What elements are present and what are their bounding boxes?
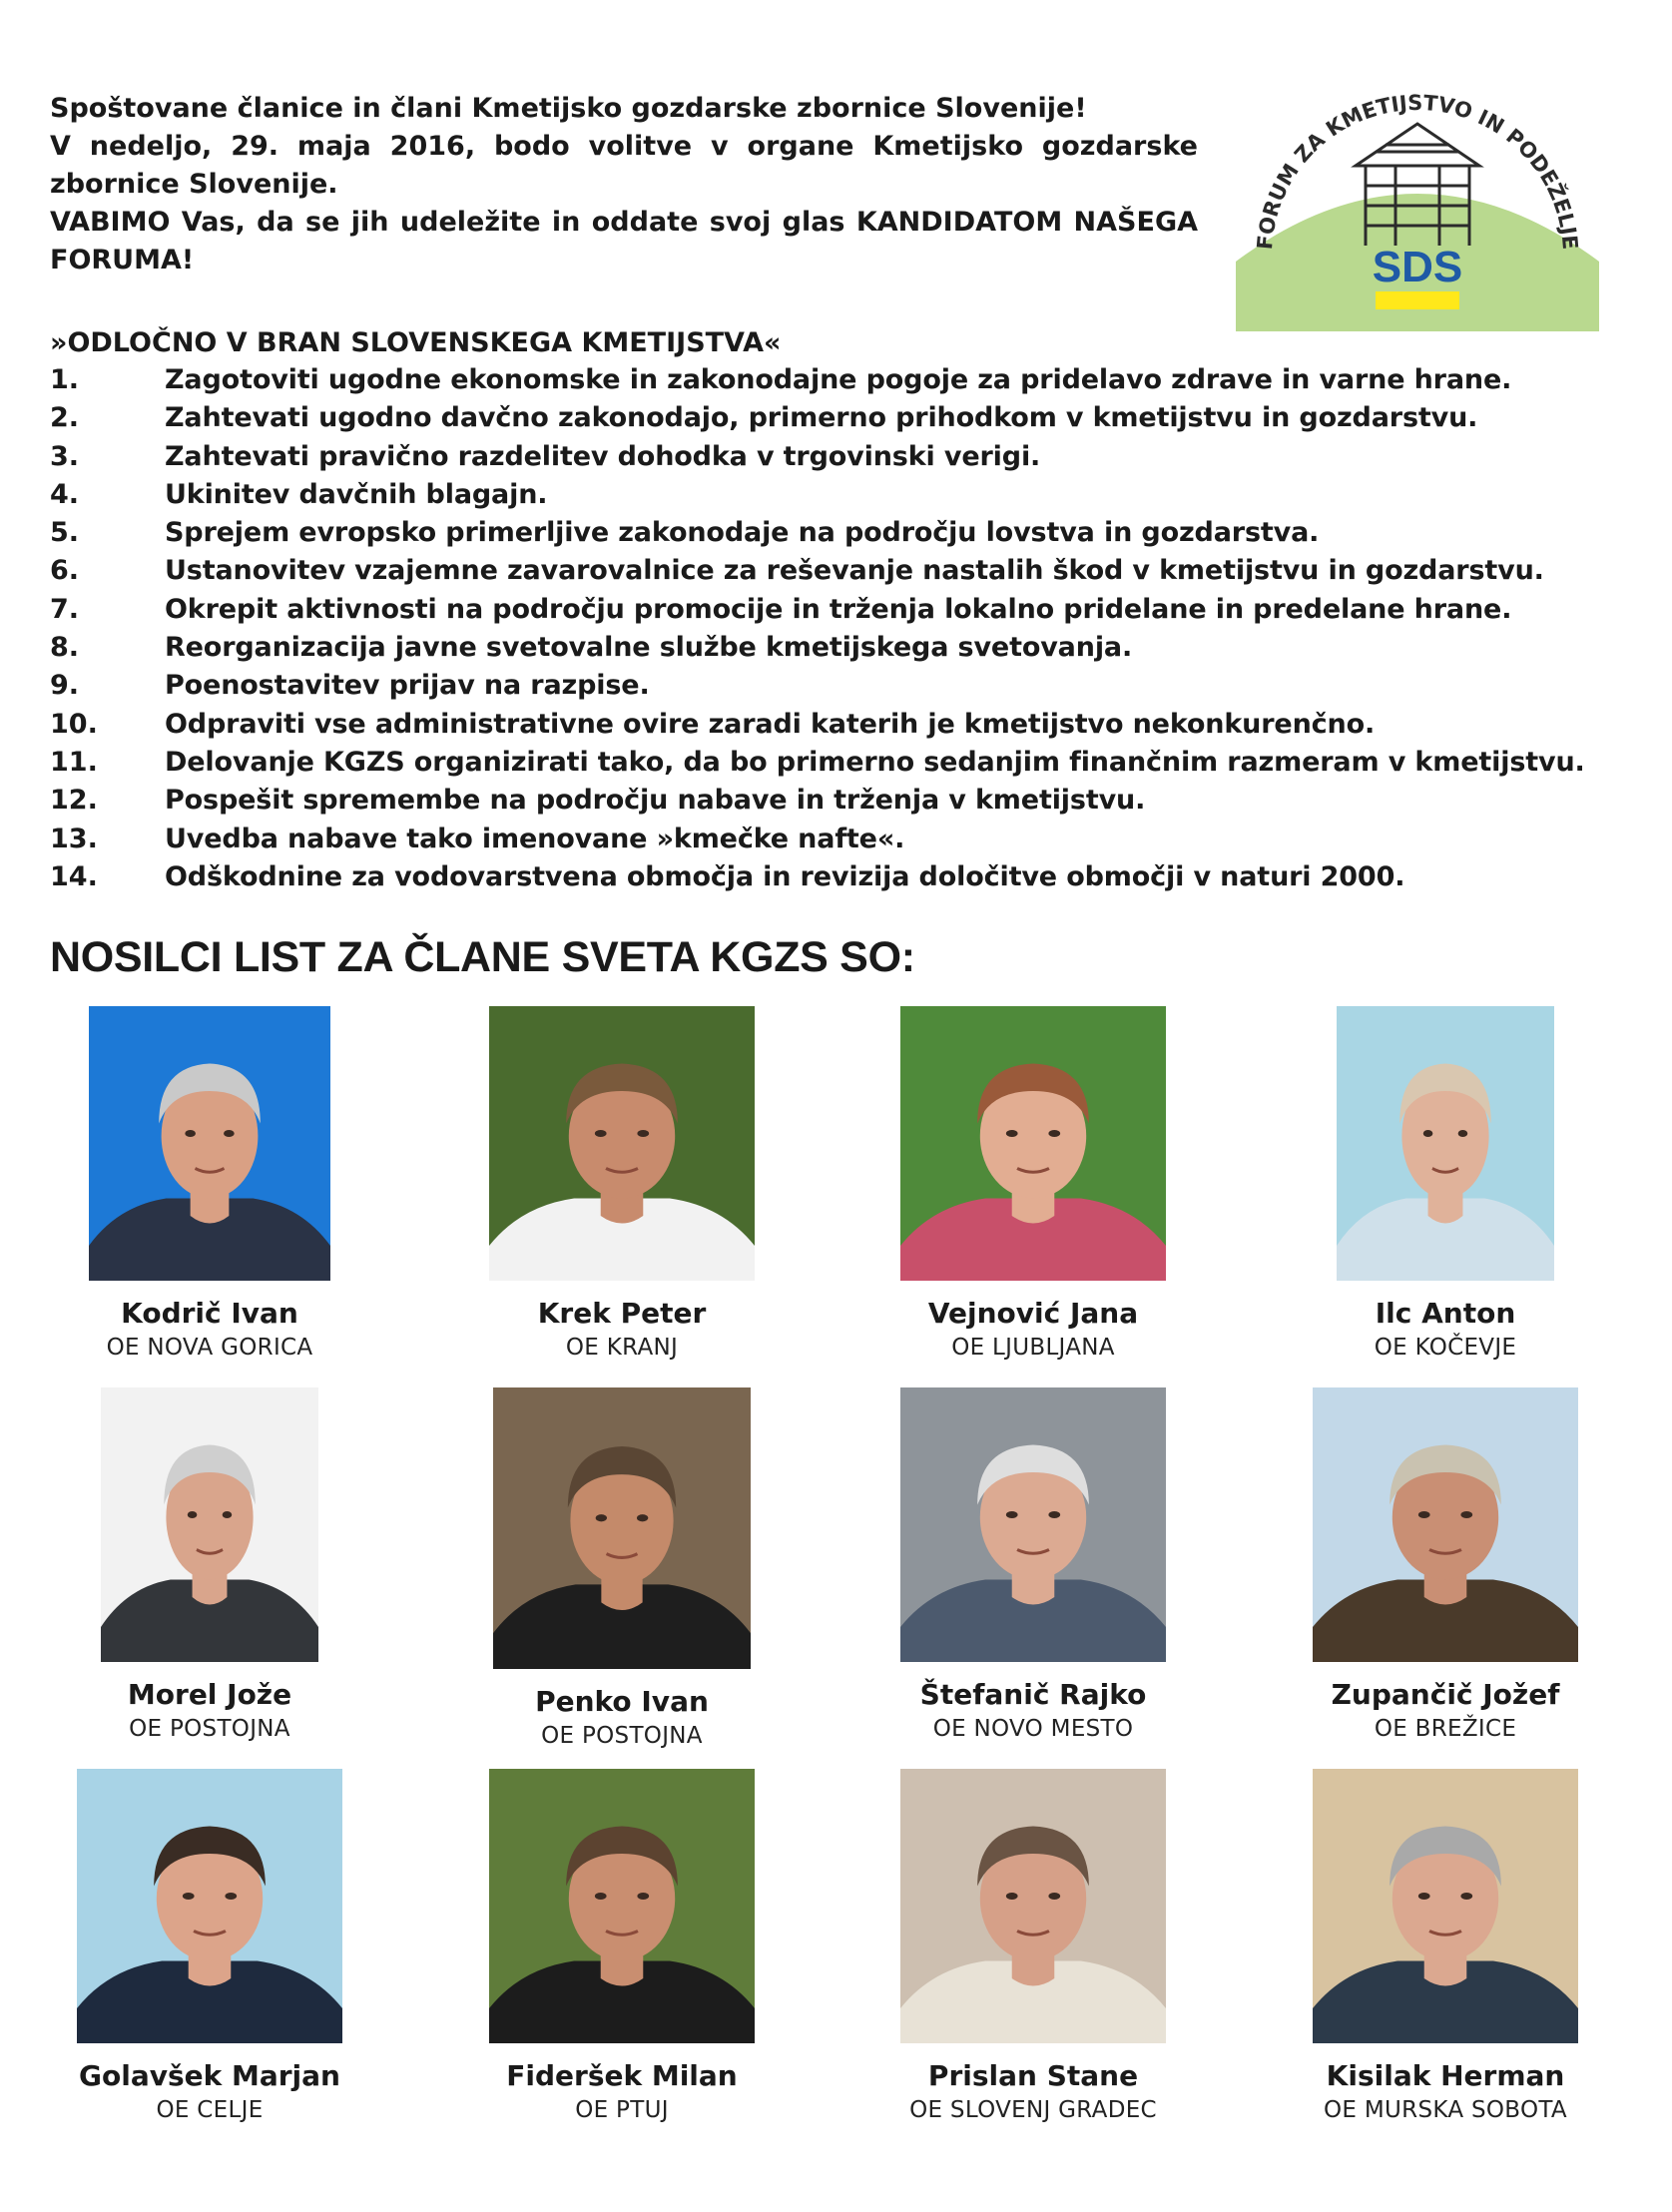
candidate-photo	[900, 1769, 1166, 2043]
program-point-number: 2.	[50, 402, 80, 434]
candidate-card	[432, 1006, 812, 1363]
candidate-name: Morel Jože	[127, 1678, 292, 1711]
candidate-unit: OE KOČEVJE	[1374, 1335, 1517, 1361]
program-point-number: 1.	[50, 364, 80, 395]
program-point	[50, 744, 1647, 782]
candidate-unit: OE PTUJ	[575, 2097, 669, 2123]
candidate-name: Zupančič Jožef	[1331, 1678, 1560, 1711]
candidate-name: Štefanič Rajko	[919, 1678, 1147, 1711]
program-point-number: 9.	[50, 670, 80, 702]
program-point-text: Ustanovitev vzajemne zavarovalnice za reševanje nastalih škod v kmetijstvu in gozdarstvu.	[165, 555, 1544, 587]
candidate-unit: OE BREŽICE	[1374, 1716, 1517, 1742]
program-point	[50, 438, 1647, 476]
candidate-unit: OE POSTOJNA	[129, 1716, 290, 1742]
program-point-text: Okrepit aktivnosti na področju promocije in trženja lokalno pridelane in predelane hrane.	[165, 593, 1512, 625]
intro-greeting: Spoštovane članice in člani Kmetijsko gozdarske zbornice Slovenije!	[50, 93, 1087, 124]
program-point-number: 14.	[50, 860, 98, 892]
program-point-text: Zahtevati pravično razdelitev dohodka v trgovinski verigi.	[165, 440, 1041, 472]
candidate-card	[843, 1006, 1223, 1363]
candidate-card	[20, 1387, 399, 1744]
candidate-unit: OE CELJE	[156, 2097, 264, 2123]
program-point-text: Zagotoviti ugodne ekonomske in zakonodajne pogoje za pridelavo zdrave in varne hrane.	[165, 364, 1512, 395]
candidate-name: Penko Ivan	[535, 1685, 709, 1718]
program-point-number: 3.	[50, 440, 80, 472]
program-point-text: Poenostavitev prijav na razpise.	[165, 670, 650, 702]
candidate-photo	[900, 1387, 1166, 1662]
program-point	[50, 591, 1647, 629]
program-point	[50, 821, 1647, 858]
candidate-photo	[1313, 1387, 1578, 1662]
candidate-name: Ilc Anton	[1375, 1297, 1516, 1330]
candidate-name: Krek Peter	[537, 1297, 707, 1330]
forum-logo	[1236, 86, 1599, 331]
program-point-text: Zahtevati ugodno davčno zakonodajo, primerno prihodkom v kmetijstvu in gozdarstvu.	[165, 402, 1478, 434]
candidate-unit: OE NOVO MESTO	[932, 1716, 1134, 1742]
program-point-number: 4.	[50, 478, 80, 510]
candidate-card	[1256, 1769, 1635, 2125]
candidate-card	[432, 1769, 812, 2125]
candidate-name: Prislan Stane	[927, 2059, 1139, 2092]
candidate-card	[1256, 1387, 1635, 1744]
program-point	[50, 552, 1647, 590]
candidate-card	[20, 1769, 399, 2125]
candidate-name: Fideršek Milan	[506, 2059, 738, 2092]
program-point-number: 8.	[50, 632, 80, 664]
candidate-unit: OE SLOVENJ GRADEC	[909, 2097, 1157, 2123]
program-point-text: Uvedba nabave tako imenovane »kmečke nafte«.	[165, 823, 905, 854]
candidate-card	[20, 1006, 399, 1363]
program-point-text: Ukinitev davčnih blagajn.	[165, 478, 548, 510]
candidate-name: Kodrič Ivan	[121, 1297, 298, 1330]
program-point-text: Pospešit spremembe na področju nabave in trženja v kmetijstvu.	[165, 785, 1146, 817]
candidate-photo	[1337, 1006, 1554, 1281]
candidate-unit: OE NOVA GORICA	[106, 1335, 313, 1361]
candidate-photo	[89, 1006, 330, 1281]
intro-election-date: V nedeljo, 29. maja 2016, bodo volitve v organe Kmetijsko gozdarske zbornice Slovenije.	[50, 131, 1198, 200]
program-point-text: Odpraviti vse administrativne ovire zaradi katerih je kmetijstvo nekonkurenčno.	[165, 708, 1376, 740]
program-point	[50, 858, 1647, 896]
program-point-number: 5.	[50, 517, 80, 549]
program-point-number: 7.	[50, 593, 80, 625]
candidate-name: Kisilak Herman	[1326, 2059, 1565, 2092]
candidate-unit: OE KRANJ	[565, 1335, 679, 1361]
program-point-text: Delovanje KGZS organizirati tako, da bo primerno sedanjim finančnim razmeram v kmetijstvu.	[165, 746, 1585, 778]
candidate-unit: OE MURSKA SOBOTA	[1324, 2097, 1567, 2123]
intro-paragraph	[50, 90, 1198, 279]
program-point	[50, 361, 1647, 399]
logo-arc-text: FORUM ZA KMETIJSTVO IN PODEŽELJE	[1252, 90, 1583, 251]
candidate-photo	[489, 1769, 755, 2043]
candidate-card	[432, 1387, 812, 1751]
candidate-card	[843, 1387, 1223, 1744]
program-point	[50, 476, 1647, 514]
candidate-card	[843, 1769, 1223, 2125]
candidate-name: Vejnović Jana	[927, 1297, 1139, 1330]
candidate-photo	[101, 1387, 318, 1662]
logo-party-name: SDS	[1372, 243, 1463, 291]
candidate-photo	[1313, 1769, 1578, 2043]
program-point-number: 13.	[50, 823, 98, 854]
forum-logo-graphic	[1236, 86, 1599, 331]
program-point-text: Odškodnine za vodovarstvena območja in revizija določitve območji v naturi 2000.	[165, 860, 1405, 892]
candidate-unit: OE LJUBLJANA	[951, 1335, 1115, 1361]
candidate-photo	[900, 1006, 1166, 1281]
program-points-list	[50, 361, 1647, 896]
program-point-number: 12.	[50, 785, 98, 817]
candidate-name: Golavšek Marjan	[79, 2059, 340, 2092]
logo-yellow-bar	[1376, 291, 1459, 309]
intro-invitation: VABIMO Vas, da se jih udeležite in oddate svoj glas KANDIDATOM NAŠEGA FORUMA!	[50, 207, 1198, 276]
program-point-number: 11.	[50, 746, 98, 778]
campaign-slogan: »ODLOČNO V BRAN SLOVENSKEGA KMETIJSTVA«	[50, 327, 782, 358]
program-point-number: 6.	[50, 555, 80, 587]
program-point-text: Reorganizacija javne svetovalne službe kmetijskega svetovanja.	[165, 632, 1133, 664]
program-point-number: 10.	[50, 708, 98, 740]
candidate-photo	[493, 1387, 751, 1669]
program-point	[50, 782, 1647, 820]
candidate-unit: OE POSTOJNA	[541, 1723, 703, 1749]
candidate-photo	[489, 1006, 755, 1281]
program-point	[50, 706, 1647, 744]
program-point	[50, 667, 1647, 705]
program-point	[50, 514, 1647, 552]
program-point	[50, 629, 1647, 667]
candidates-heading: NOSILCI LIST ZA ČLANE SVETA KGZS SO:	[50, 933, 915, 981]
program-point-text: Sprejem evropsko primerljive zakonodaje na področju lovstva in gozdarstva.	[165, 517, 1320, 549]
candidate-photo	[77, 1769, 342, 2043]
program-point	[50, 399, 1647, 437]
candidate-card	[1256, 1006, 1635, 1363]
